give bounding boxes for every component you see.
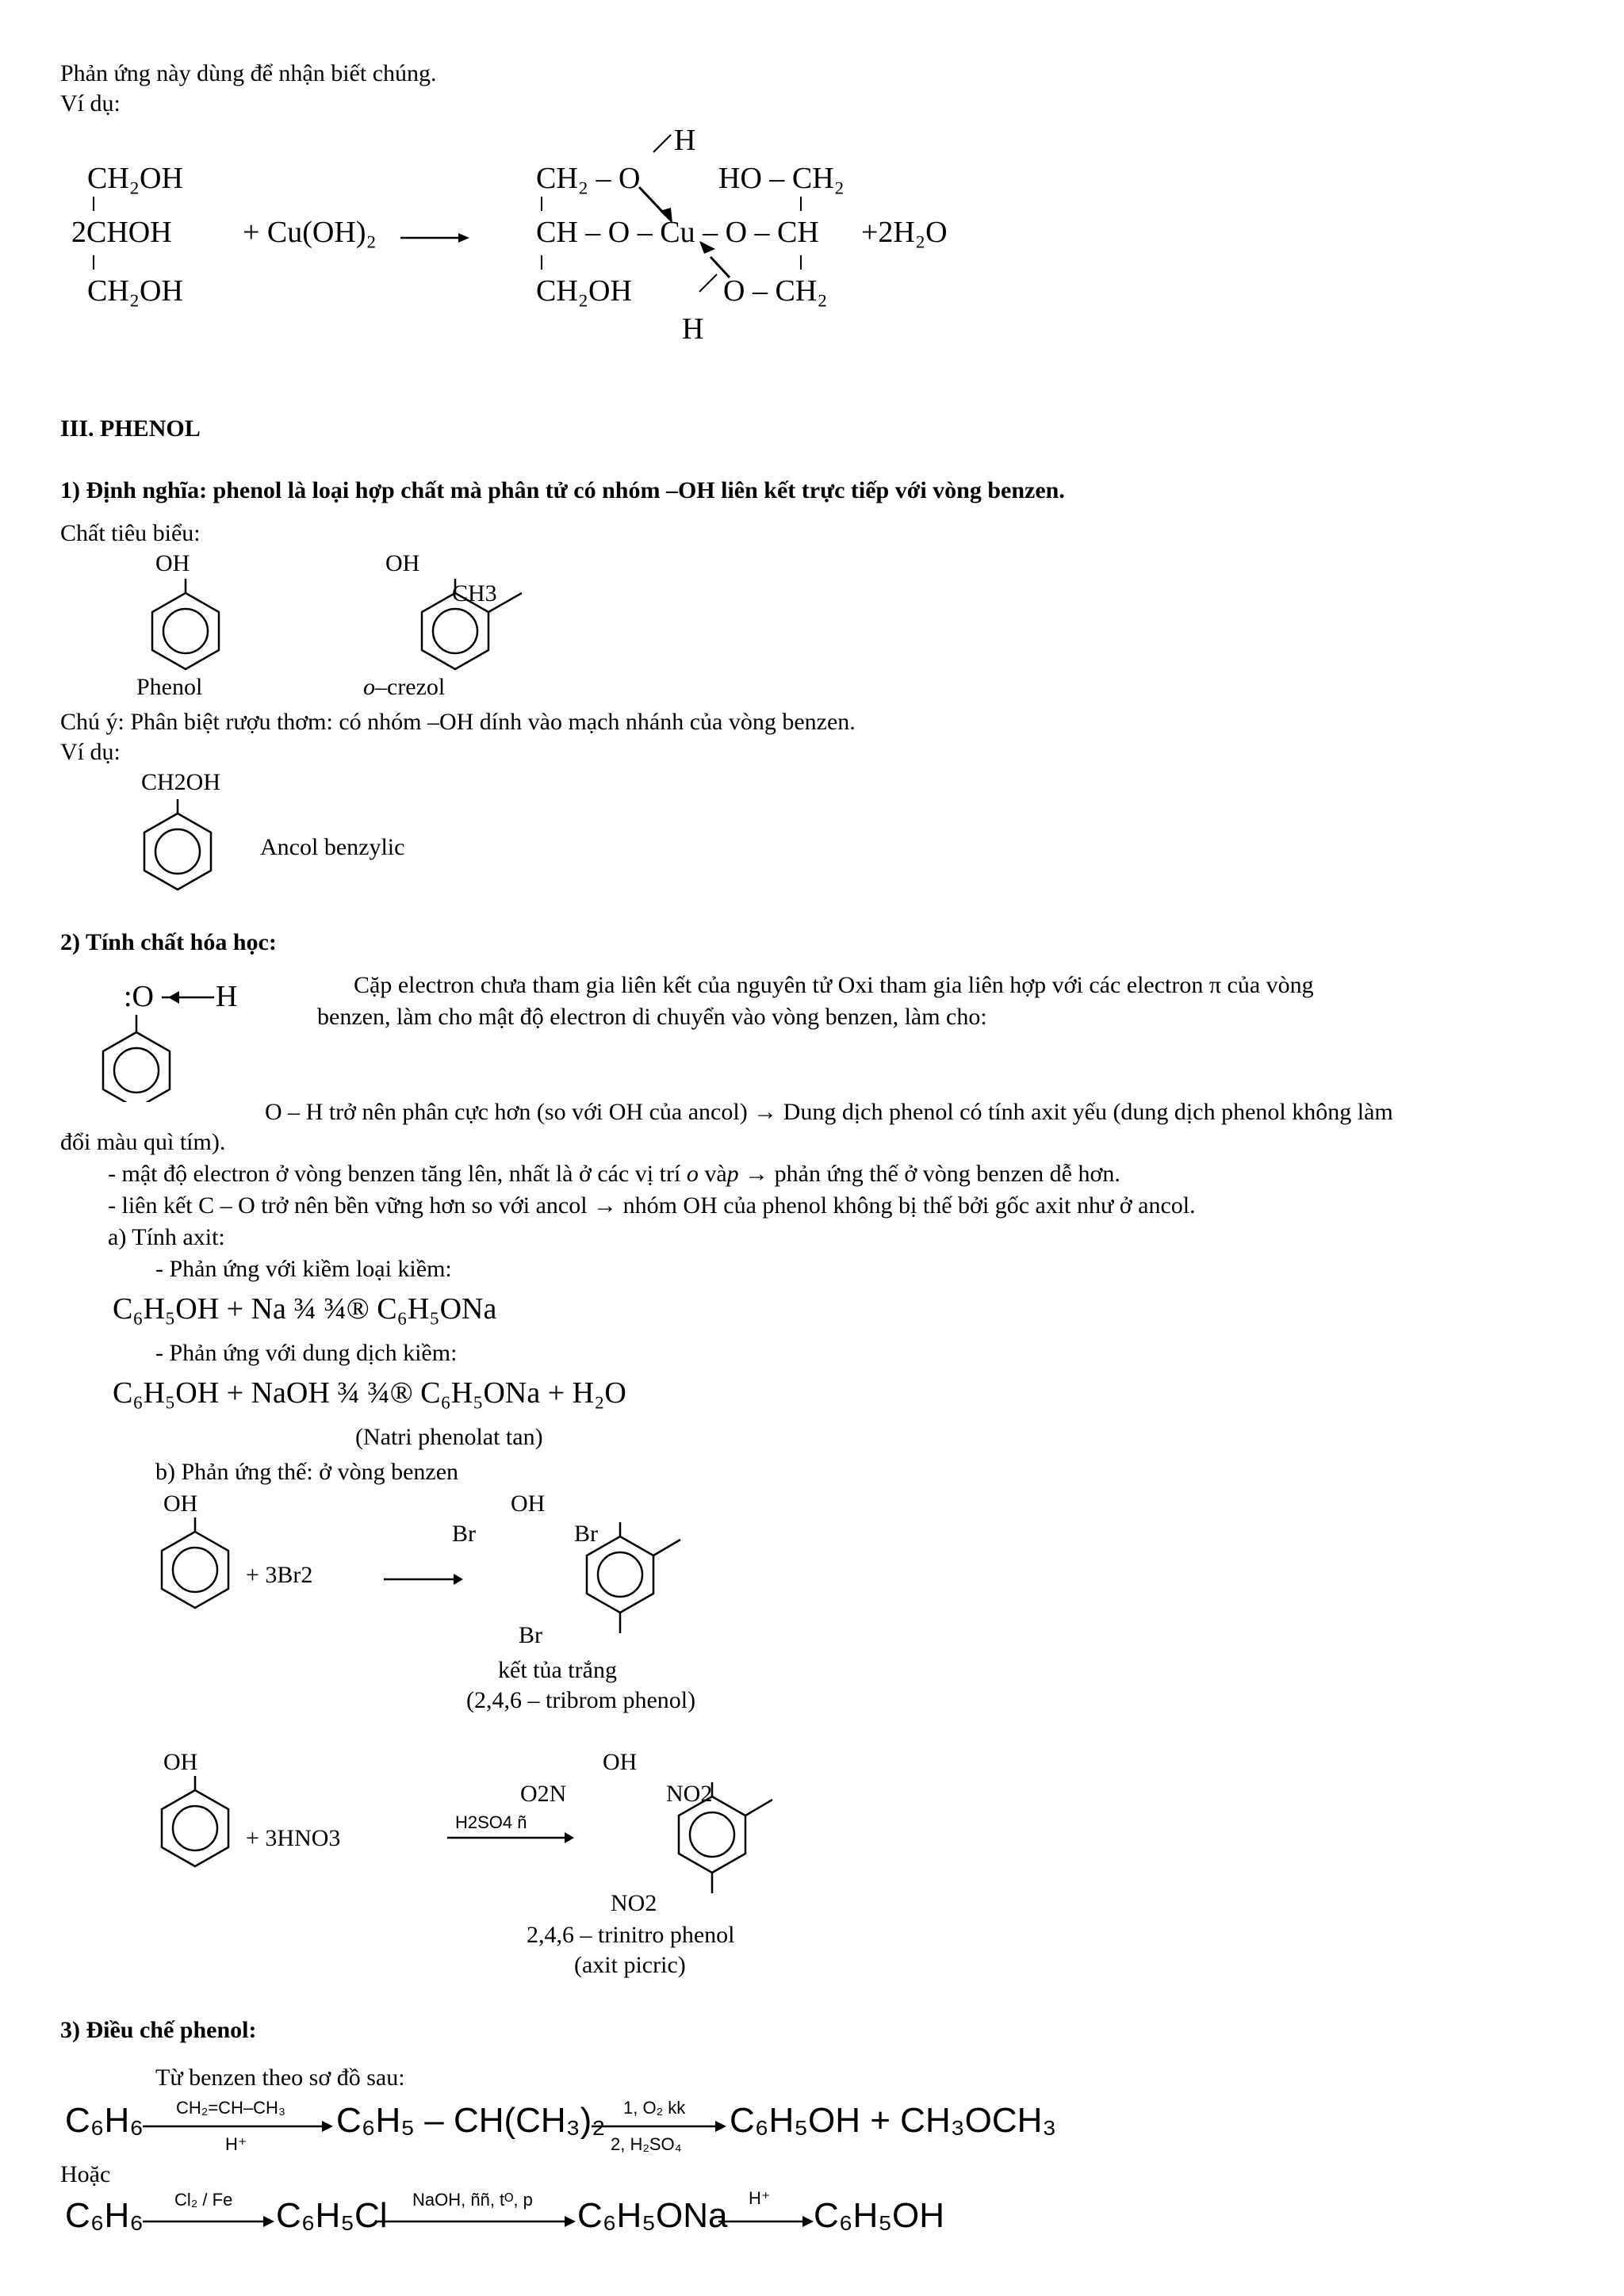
phenol-ring-icon (143, 579, 238, 682)
nitration-reagent: + 3HNO3 (246, 1825, 341, 1851)
scheme1-middle: C₆H₅ – CH(CH₃)₂ (336, 2101, 606, 2140)
crezol-ch3-label: CH3 (452, 580, 497, 607)
scheme2-mid2: C₆H₅ONa (577, 2196, 728, 2235)
reactant-mid: 2CHOH (71, 216, 172, 249)
co-line: - liên kết C – O trở nên bền vững hơn so với ancol → nhóm OH của phenol không bị thế bởi gốc axit như ở ancol. (108, 1192, 1196, 1219)
scheme1-start: C₆H₆ (65, 2101, 144, 2140)
oh-resonance-diagram (95, 983, 230, 1102)
chem-props-heading: 2) Tính chất hóa học: (60, 929, 277, 955)
reagent-cuoh2: + Cu(OH)₂ (243, 216, 377, 249)
scheme2-arrow3-icon (718, 2214, 814, 2229)
crezol-suffix: –crezol (375, 674, 446, 700)
phenol-name: Phenol (136, 674, 203, 700)
bromination-precipitate: kết tủa trắng (498, 1657, 617, 1683)
scheme1-arrow1-top: CH₂=CH–CH₃ (176, 2098, 285, 2118)
scheme2-arrow1-label: Cl₂ / Fe (174, 2190, 233, 2210)
preparation-heading: 3) Điều chế phenol: (60, 2017, 257, 2043)
scheme1-arrow2-top: 1, O₂ kk (623, 2098, 686, 2118)
equation-naoh: C₆H₅OH + NaOH ¾ ¾® C₆H₅ONa + H₂O (113, 1376, 626, 1410)
bromination-br-left: Br (452, 1521, 476, 1547)
preparation-intro: Từ benzen theo sơ đồ sau: (155, 2064, 405, 2091)
intro-line: Phản ứng này dùng để nhận biết chúng. (60, 60, 437, 86)
resonance-paragraph-1: Cặp electron chưa tham gia liên kết của nguyên tử Oxi tham gia liên hợp với các electron π của vòng (354, 972, 1314, 998)
scheme2-arrow2-icon (377, 2214, 576, 2229)
nitration-product-ring-icon (669, 1782, 796, 1909)
scheme2-end: C₆H₅OH (814, 2196, 945, 2235)
product-right-bottom: O – CH₂ (723, 274, 828, 308)
acid-heading: a) Tính axit: (108, 1224, 225, 1250)
phenol-oh-label: OH (155, 550, 190, 576)
density-line (108, 1161, 1120, 1188)
product-h-bottom: H (682, 312, 704, 346)
scheme1-arrow1-icon (143, 2118, 333, 2134)
bromination-reactant-ring-icon (152, 1517, 247, 1621)
product-right-top: HO – CH₂ (718, 162, 845, 195)
scheme1-arrow2-bottom: 2, H₂SO₄ (611, 2134, 682, 2154)
scheme2-arrow1-icon (143, 2214, 274, 2229)
nitration-no2-left: O2N (520, 1781, 567, 1807)
ortho-label: o (686, 1161, 699, 1187)
crezol-name (363, 674, 445, 702)
product-h-top: H (674, 124, 696, 157)
nitration-product-name: 2,4,6 – trinitro phenol (527, 1922, 735, 1948)
scheme1-arrow1-bottom: H⁺ (225, 2134, 247, 2154)
nitration-condition: H2SO4 ñ (455, 1812, 527, 1832)
nitration-no2-para: NO2 (611, 1890, 657, 1916)
scheme1-arrow2-icon (592, 2118, 726, 2134)
crezol-oh-label: OH (385, 550, 420, 576)
and-label: và (704, 1161, 727, 1187)
para-label: p (726, 1161, 739, 1187)
acid-metal-label: - Phản ứng với kiềm loại kiềm: (155, 1256, 452, 1282)
scheme1-end: C₆H₅OH + CH₃OCH₃ (730, 2101, 1057, 2140)
oh-polar-line: O – H trở nên phân cực hơn (so với OH của ancol) → Dung dịch phenol có tính axit yếu (dung dịch phenol không làm (265, 1099, 1393, 1125)
resonance-paragraph-2: benzen, làm cho mật độ electron di chuyển vào vòng benzen, làm cho: (317, 1004, 987, 1030)
benzyl-group-label: CH2OH (141, 769, 221, 795)
bromination-reactant-oh: OH (163, 1490, 198, 1517)
nitration-product-oh: OH (603, 1749, 638, 1775)
crezol-prefix: o (363, 674, 375, 700)
scheme2-start: C₆H₆ (65, 2196, 144, 2235)
product-water: +2H₂O (861, 216, 948, 249)
scheme2-mid1: C₆H₅Cl (276, 2196, 388, 2235)
nitration-no2-ortho: NO2 (666, 1781, 713, 1807)
reactant-top: CH₂OH (87, 162, 183, 195)
bromination-br-para: Br (519, 1622, 542, 1648)
product-middle: CH – O – Cu – O – CH (536, 216, 819, 249)
bromination-arrow-icon (384, 1571, 463, 1587)
bromination-reagent: + 3Br2 (246, 1562, 313, 1588)
example-label-2: Ví dụ: (60, 739, 121, 765)
acid-base-label: - Phản ứng với dung dịch kiềm: (155, 1340, 458, 1366)
definition: 1) Định nghĩa: phenol là loại hợp chất mà phân tử có nhóm –OH liên kết trực tiếp với vòng benzen. (60, 477, 1065, 503)
nitration-arrow-icon (447, 1830, 574, 1846)
bromination-br-ortho: Br (574, 1521, 598, 1547)
density-result: → phản ứng thế ở vòng benzen dễ hơn. (745, 1161, 1120, 1187)
scheme2-arrow3-label: H⁺ (749, 2188, 771, 2208)
bromination-product-oh: OH (511, 1490, 546, 1517)
density-text: - mật độ electron ở vòng benzen tăng lên, nhất là ở các vị trí (108, 1161, 681, 1187)
scheme2-arrow2-label: NaOH, ññ, tᴼ, p (412, 2190, 533, 2210)
nitration-product-alias: (axit picric) (574, 1952, 686, 1978)
product-left-bottom: CH₂OH (536, 274, 632, 308)
substitution-heading: b) Phản ứng thế: ở vòng benzen (155, 1459, 459, 1485)
typical-label: Chất tiêu biểu: (60, 520, 201, 546)
nitration-reactant-oh: OH (163, 1749, 198, 1775)
product-left-top: CH₂ – O (536, 162, 641, 195)
bromination-product-name: (2,4,6 – tribrom phenol) (466, 1687, 696, 1713)
note: Chú ý: Phân biệt rượu thơm: có nhóm –OH dính vào mạch nhánh của vòng benzen. (60, 709, 856, 735)
nitration-reactant-ring-icon (152, 1776, 247, 1879)
oh-polar-line-2: đổi màu quì tím). (60, 1129, 226, 1155)
or-label: Hoặc (60, 2161, 111, 2187)
example-label: Ví dụ: (60, 90, 121, 117)
oh-o-label: :O (124, 980, 154, 1013)
oh-h-label: H (216, 980, 238, 1013)
equation-naoh-note: (Natri phenolat tan) (355, 1424, 543, 1450)
equation-na: C₆H₅OH + Na ¾ ¾® C₆H₅ONa (113, 1292, 497, 1326)
bromination-product-ring-icon (577, 1522, 704, 1649)
crezol-ring-icon (412, 579, 539, 682)
section-heading: III. PHENOL (60, 415, 201, 442)
benzyl-name: Ancol benzylic (260, 834, 405, 860)
reactant-bottom: CH₂OH (87, 274, 183, 308)
benzyl-ring-icon (135, 799, 230, 902)
